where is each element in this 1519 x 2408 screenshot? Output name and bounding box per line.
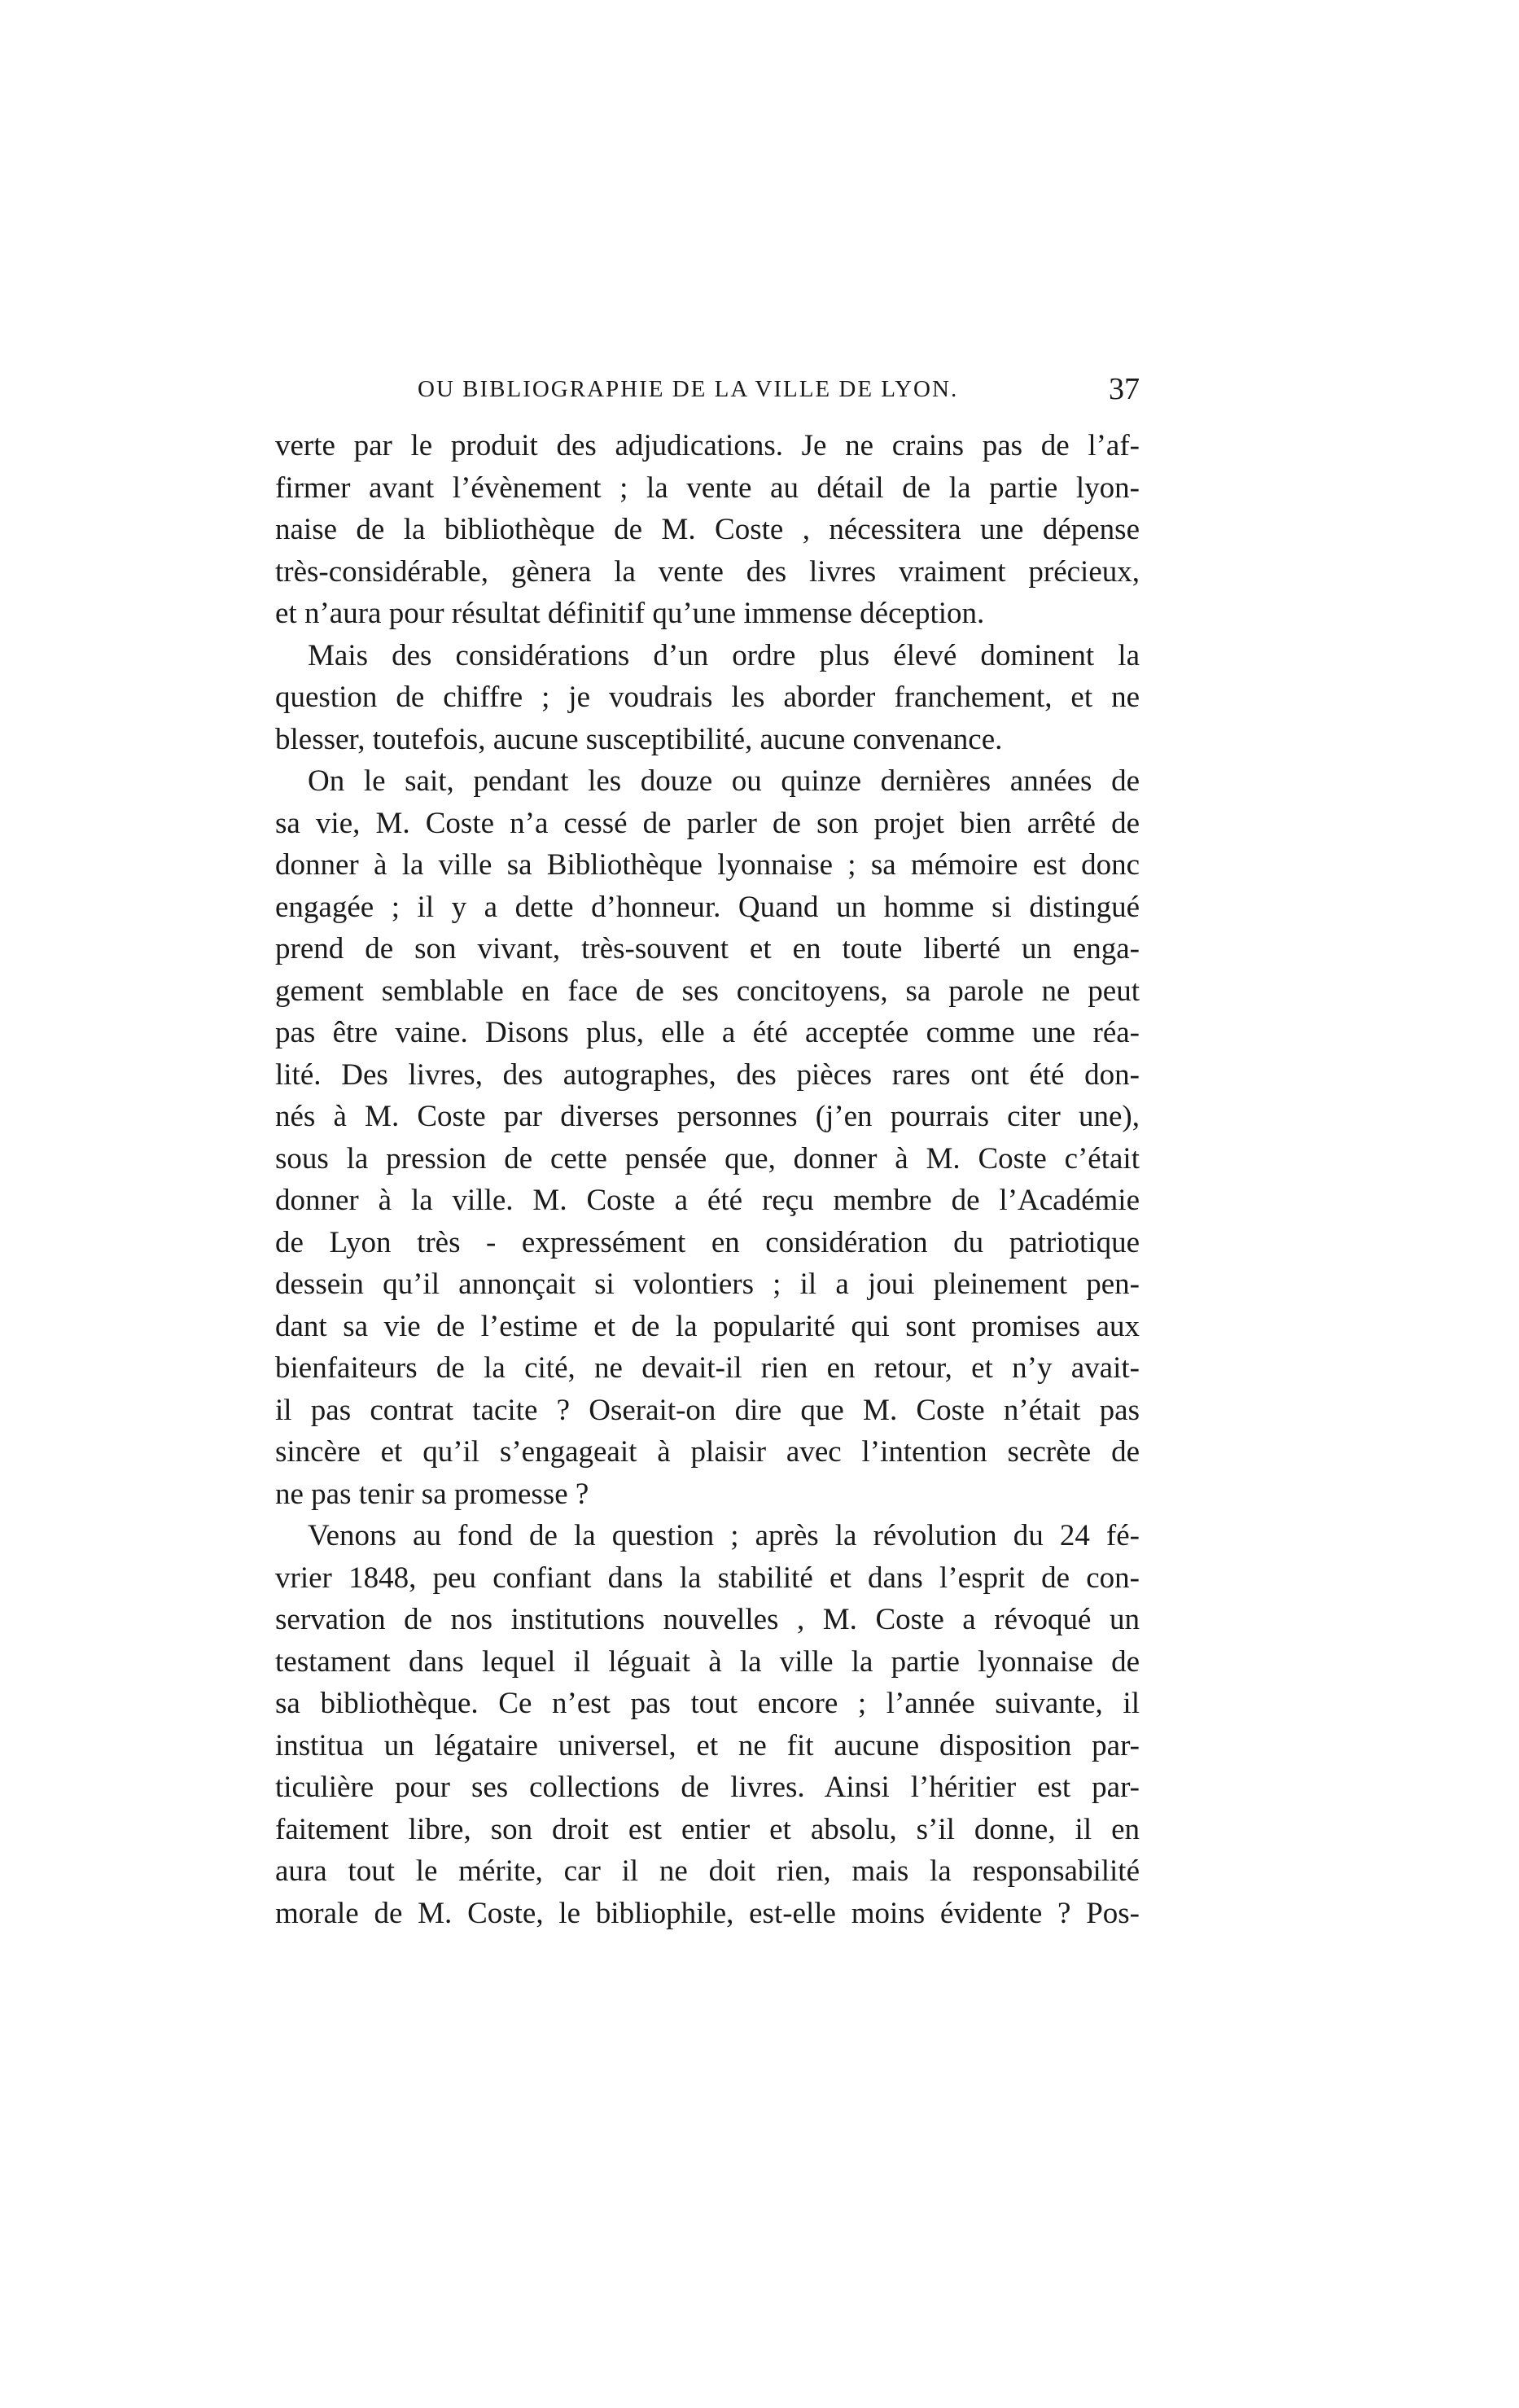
text-line: dant sa vie de l’estime et de la popularité qui sont promises aux	[275, 1309, 1140, 1343]
text-line: morale de M. Coste, le bibliophile, est-elle moins évidente ? Pos-	[275, 1896, 1140, 1930]
text-line: très-considérable, gènera la vente des livres vraiment précieux,	[275, 554, 1140, 589]
text-line: prend de son vivant, très-souvent et en toute liberté un enga-	[275, 932, 1140, 965]
text-line: sa vie, M. Coste n’a cessé de parler de son projet bien arrêté de	[275, 806, 1140, 840]
text-line: vrier 1848, peu confiant dans la stabilité et dans l’esprit de con-	[275, 1561, 1140, 1595]
text-line: verte par le produit des adjudications. Je ne crains pas de l’af-	[275, 429, 1140, 462]
text-line: On le sait, pendant les douze ou quinze dernières années de	[308, 764, 1140, 798]
text-line: pas être vaine. Disons plus, elle a été acceptée comme une réa-	[275, 1016, 1140, 1049]
body-text	[275, 425, 1140, 1934]
text-line: et n’aura pour résultat définitif qu’une immense déception.	[275, 597, 985, 630]
text-line: sa bibliothèque. Ce n’est pas tout encore ; l’année suivante, il	[275, 1687, 1140, 1720]
text-line: nés à M. Coste par diverses personnes (j’en pourrais citer une),	[275, 1100, 1140, 1133]
text-line: sous la pression de cette pensée que, donner à M. Coste c’était	[275, 1141, 1140, 1176]
text-line: sincère et qu’il s’engageait à plaisir avec l’intention secrète de	[275, 1435, 1140, 1469]
text-line: lité. Des livres, des autographes, des pièces rares ont été don-	[275, 1057, 1140, 1092]
text-line: de Lyon très - expressément en considération du patriotique	[275, 1225, 1140, 1259]
text-line: engagée ; il y a dette d’honneur. Quand un homme si distingué	[275, 890, 1140, 924]
running-title: OU BIBLIOGRAPHIE DE LA VILLE DE LYON.	[418, 376, 959, 402]
text-line: Mais des considérations d’un ordre plus élevé dominent la	[308, 638, 1140, 672]
text-line: ne pas tenir sa promesse ?	[275, 1477, 589, 1511]
text-line: Venons au fond de la question ; après la révolution du 24 fé-	[308, 1519, 1140, 1552]
text-line: dessein qu’il annonçait si volontiers ; il a joui pleinement pen-	[275, 1267, 1140, 1301]
text-line: bienfaiteurs de la cité, ne devait-il rien en retour, et n’y avait-	[275, 1351, 1140, 1385]
text-line: testament dans lequel il léguait à la ville la partie lyonnaise de	[275, 1644, 1140, 1679]
text-line: il pas contrat tacite ? Oserait-on dire que M. Coste n’était pas	[275, 1393, 1140, 1427]
text-line: donner à la ville sa Bibliothèque lyonnaise ; sa mémoire est donc	[275, 848, 1140, 882]
text-line: aura tout le mérite, car il ne doit rien, mais la responsabilité	[275, 1854, 1140, 1888]
page-number: 37	[1109, 372, 1140, 406]
text-line: donner à la ville. M. Coste a été reçu membre de l’Académie	[275, 1184, 1140, 1217]
running-header	[275, 372, 1140, 412]
text-line: blesser, toutefois, aucune susceptibilité, aucune convenance.	[275, 722, 1003, 756]
text-line: institua un légataire universel, et ne fit aucune disposition par-	[275, 1728, 1140, 1762]
text-line: faitement libre, son droit est entier et absolu, s’il donne, il en	[275, 1812, 1140, 1846]
text-line: gement semblable en face de ses concitoyens, sa parole ne peut	[275, 974, 1140, 1008]
text-line: firmer avant l’évènement ; la vente au détail de la partie lyon-	[275, 471, 1140, 505]
text-line: question de chiffre ; je voudrais les aborder franchement, et ne	[275, 681, 1140, 714]
text-line: ticulière pour ses collections de livres. Ainsi l’héritier est par-	[275, 1771, 1140, 1804]
text-line: naise de la bibliothèque de M. Coste , nécessitera une dépense	[275, 513, 1140, 546]
text-line: servation de nos institutions nouvelles , M. Coste a révoqué un	[275, 1603, 1140, 1636]
